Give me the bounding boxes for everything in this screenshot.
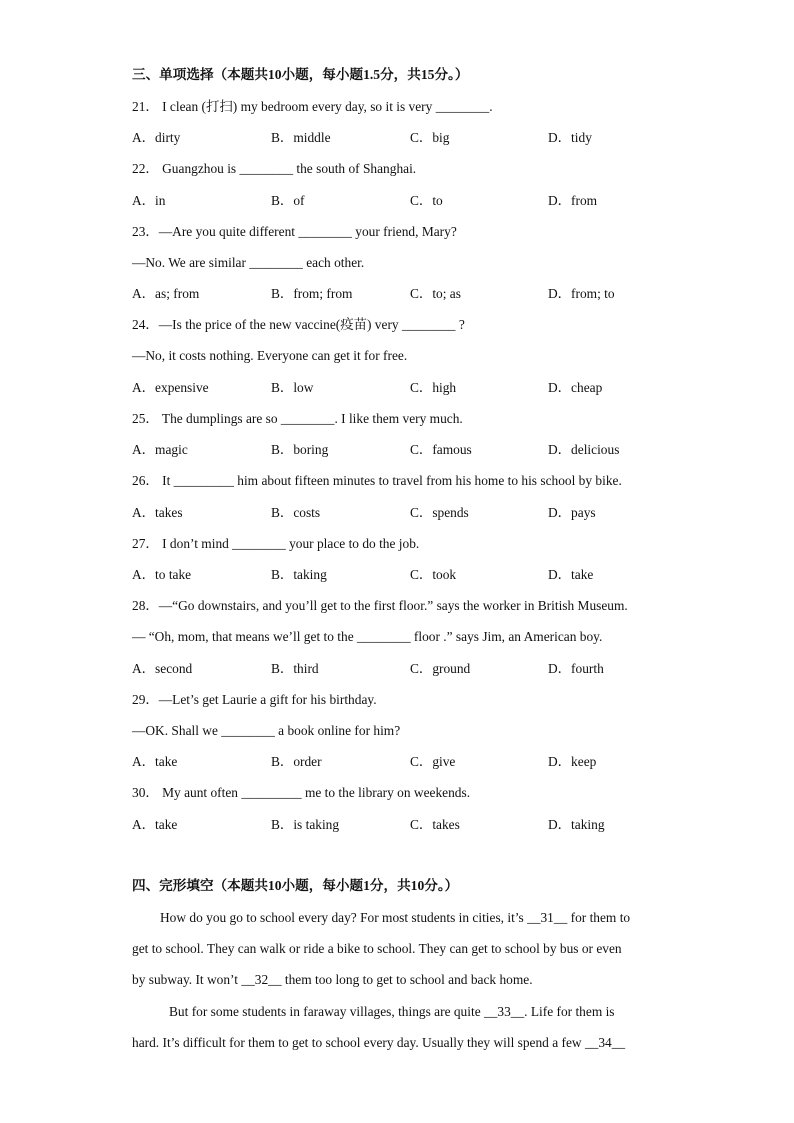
- q24-option-a[interactable]: A．expensive: [132, 380, 209, 395]
- passage-p2-line2: [132, 1034, 625, 1052]
- q23-option-c[interactable]: C．to; as: [410, 286, 461, 301]
- q28-option-a[interactable]: A．second: [132, 661, 193, 676]
- q27-option-c[interactable]: C．took: [410, 567, 457, 582]
- passage-text: by subway. It won’t: [132, 972, 242, 987]
- q30-option-b[interactable]: B．is taking: [271, 817, 340, 832]
- blank-31: __31__: [527, 910, 568, 925]
- question-28-stem: 28．—“Go downstairs, and you’ll get to the first floor.” says the worker in British Museum.: [132, 598, 628, 613]
- q21-option-a[interactable]: A．dirty: [132, 130, 181, 145]
- passage-p1-line3: [132, 971, 533, 989]
- question-30-stem: 30． My aunt often _________ me to the library on weekends.: [132, 785, 471, 800]
- question-25-stem: 25． The dumplings are so ________. I like them very much.: [132, 411, 463, 426]
- q26-option-c[interactable]: C．spends: [410, 505, 469, 520]
- q26-option-b[interactable]: B．costs: [271, 505, 321, 520]
- q27-option-b[interactable]: B．taking: [271, 567, 327, 582]
- q25-option-b[interactable]: B．boring: [271, 442, 329, 457]
- section-4-heading: 四、完形填空（本题共10小题，每小题1分，共10分。）: [132, 878, 459, 893]
- q21-option-d[interactable]: D．tidy: [548, 130, 592, 145]
- question-24-reply: —No, it costs nothing. Everyone can get it for free.: [132, 348, 408, 363]
- q23-option-a[interactable]: A．as; from: [132, 286, 200, 301]
- q25-option-d[interactable]: D．delicious: [548, 442, 620, 457]
- question-29-reply: —OK. Shall we ________ a book online for him?: [132, 723, 401, 738]
- blank-33: __33__: [483, 1004, 525, 1019]
- q26-option-d[interactable]: D．pays: [548, 505, 596, 520]
- passage-p2-line1: [169, 1003, 615, 1021]
- q21-option-b[interactable]: B．middle: [271, 130, 331, 145]
- passage-p1-line1: [160, 909, 630, 927]
- passage-text: hard. It’s difficult for them to get to school every day. Usually they will spend a few: [132, 1035, 585, 1050]
- q24-option-d[interactable]: D．cheap: [548, 380, 603, 395]
- question-21-stem: 21． I clean (打扫) my bedroom every day, so it is very ________.: [132, 99, 493, 114]
- passage-text: But for some students in faraway villages, things are quite: [169, 1004, 484, 1019]
- q22-option-b[interactable]: B．of: [271, 193, 305, 208]
- q28-option-d[interactable]: D．fourth: [548, 661, 604, 676]
- q27-option-a[interactable]: A．to take: [132, 567, 192, 582]
- q23-option-b[interactable]: B．from; from: [271, 286, 353, 301]
- q28-option-c[interactable]: C．ground: [410, 661, 471, 676]
- q29-option-b[interactable]: B．order: [271, 754, 322, 769]
- q29-option-c[interactable]: C．give: [410, 754, 456, 769]
- passage-text: for them to: [567, 910, 631, 925]
- q29-option-a[interactable]: A．take: [132, 754, 178, 769]
- question-28-reply: — “Oh, mom, that means we’ll get to the ________ floor .” says Jim, an American boy.: [132, 629, 603, 644]
- q29-option-d[interactable]: D．keep: [548, 754, 597, 769]
- q21-option-c[interactable]: C．big: [410, 130, 450, 145]
- q22-option-c[interactable]: C．to: [410, 193, 443, 208]
- question-29-stem: 29．—Let’s get Laurie a gift for his birthday.: [132, 692, 377, 707]
- q30-option-c[interactable]: C．takes: [410, 817, 460, 832]
- question-24-stem: 24．—Is the price of the new vaccine(疫苗) very ________ ?: [132, 317, 465, 332]
- question-22-stem: 22． Guangzhou is ________ the south of Shanghai.: [132, 161, 417, 176]
- q23-option-d[interactable]: D．from; to: [548, 286, 615, 301]
- passage-text: How do you go to school every day? For most students in cities, it’s: [160, 910, 528, 925]
- q25-option-a[interactable]: A．magic: [132, 442, 188, 457]
- passage-text: them too long to get to school and back home.: [281, 972, 533, 987]
- q26-option-a[interactable]: A．takes: [132, 505, 183, 520]
- q24-option-b[interactable]: B．low: [271, 380, 314, 395]
- q28-option-b[interactable]: B．third: [271, 661, 319, 676]
- q27-option-d[interactable]: D．take: [548, 567, 594, 582]
- question-27-stem: 27． I don’t mind ________ your place to do the job.: [132, 536, 420, 551]
- q30-option-a[interactable]: A．take: [132, 817, 178, 832]
- question-23-reply: —No. We are similar ________ each other.: [132, 255, 365, 270]
- q22-option-d[interactable]: D．from: [548, 193, 598, 208]
- passage-text: . Life for them is: [524, 1004, 615, 1019]
- question-26-stem: 26． It _________ him about fifteen minutes to travel from his home to his school by bike.: [132, 473, 622, 488]
- section-3-heading: 三、单项选择（本题共10小题，每小题1.5分，共15分。）: [132, 67, 469, 82]
- q25-option-c[interactable]: C．famous: [410, 442, 472, 457]
- blank-34: __34__: [584, 1035, 626, 1050]
- question-23-stem: 23．—Are you quite different ________ your friend, Mary?: [132, 224, 457, 239]
- blank-32: __32__: [241, 972, 282, 987]
- passage-p1-line2: get to school. They can walk or ride a bike to school. They can get to school by bus or even: [132, 941, 622, 956]
- q24-option-c[interactable]: C．high: [410, 380, 457, 395]
- q30-option-d[interactable]: D．taking: [548, 817, 605, 832]
- q22-option-a[interactable]: A．in: [132, 193, 166, 208]
